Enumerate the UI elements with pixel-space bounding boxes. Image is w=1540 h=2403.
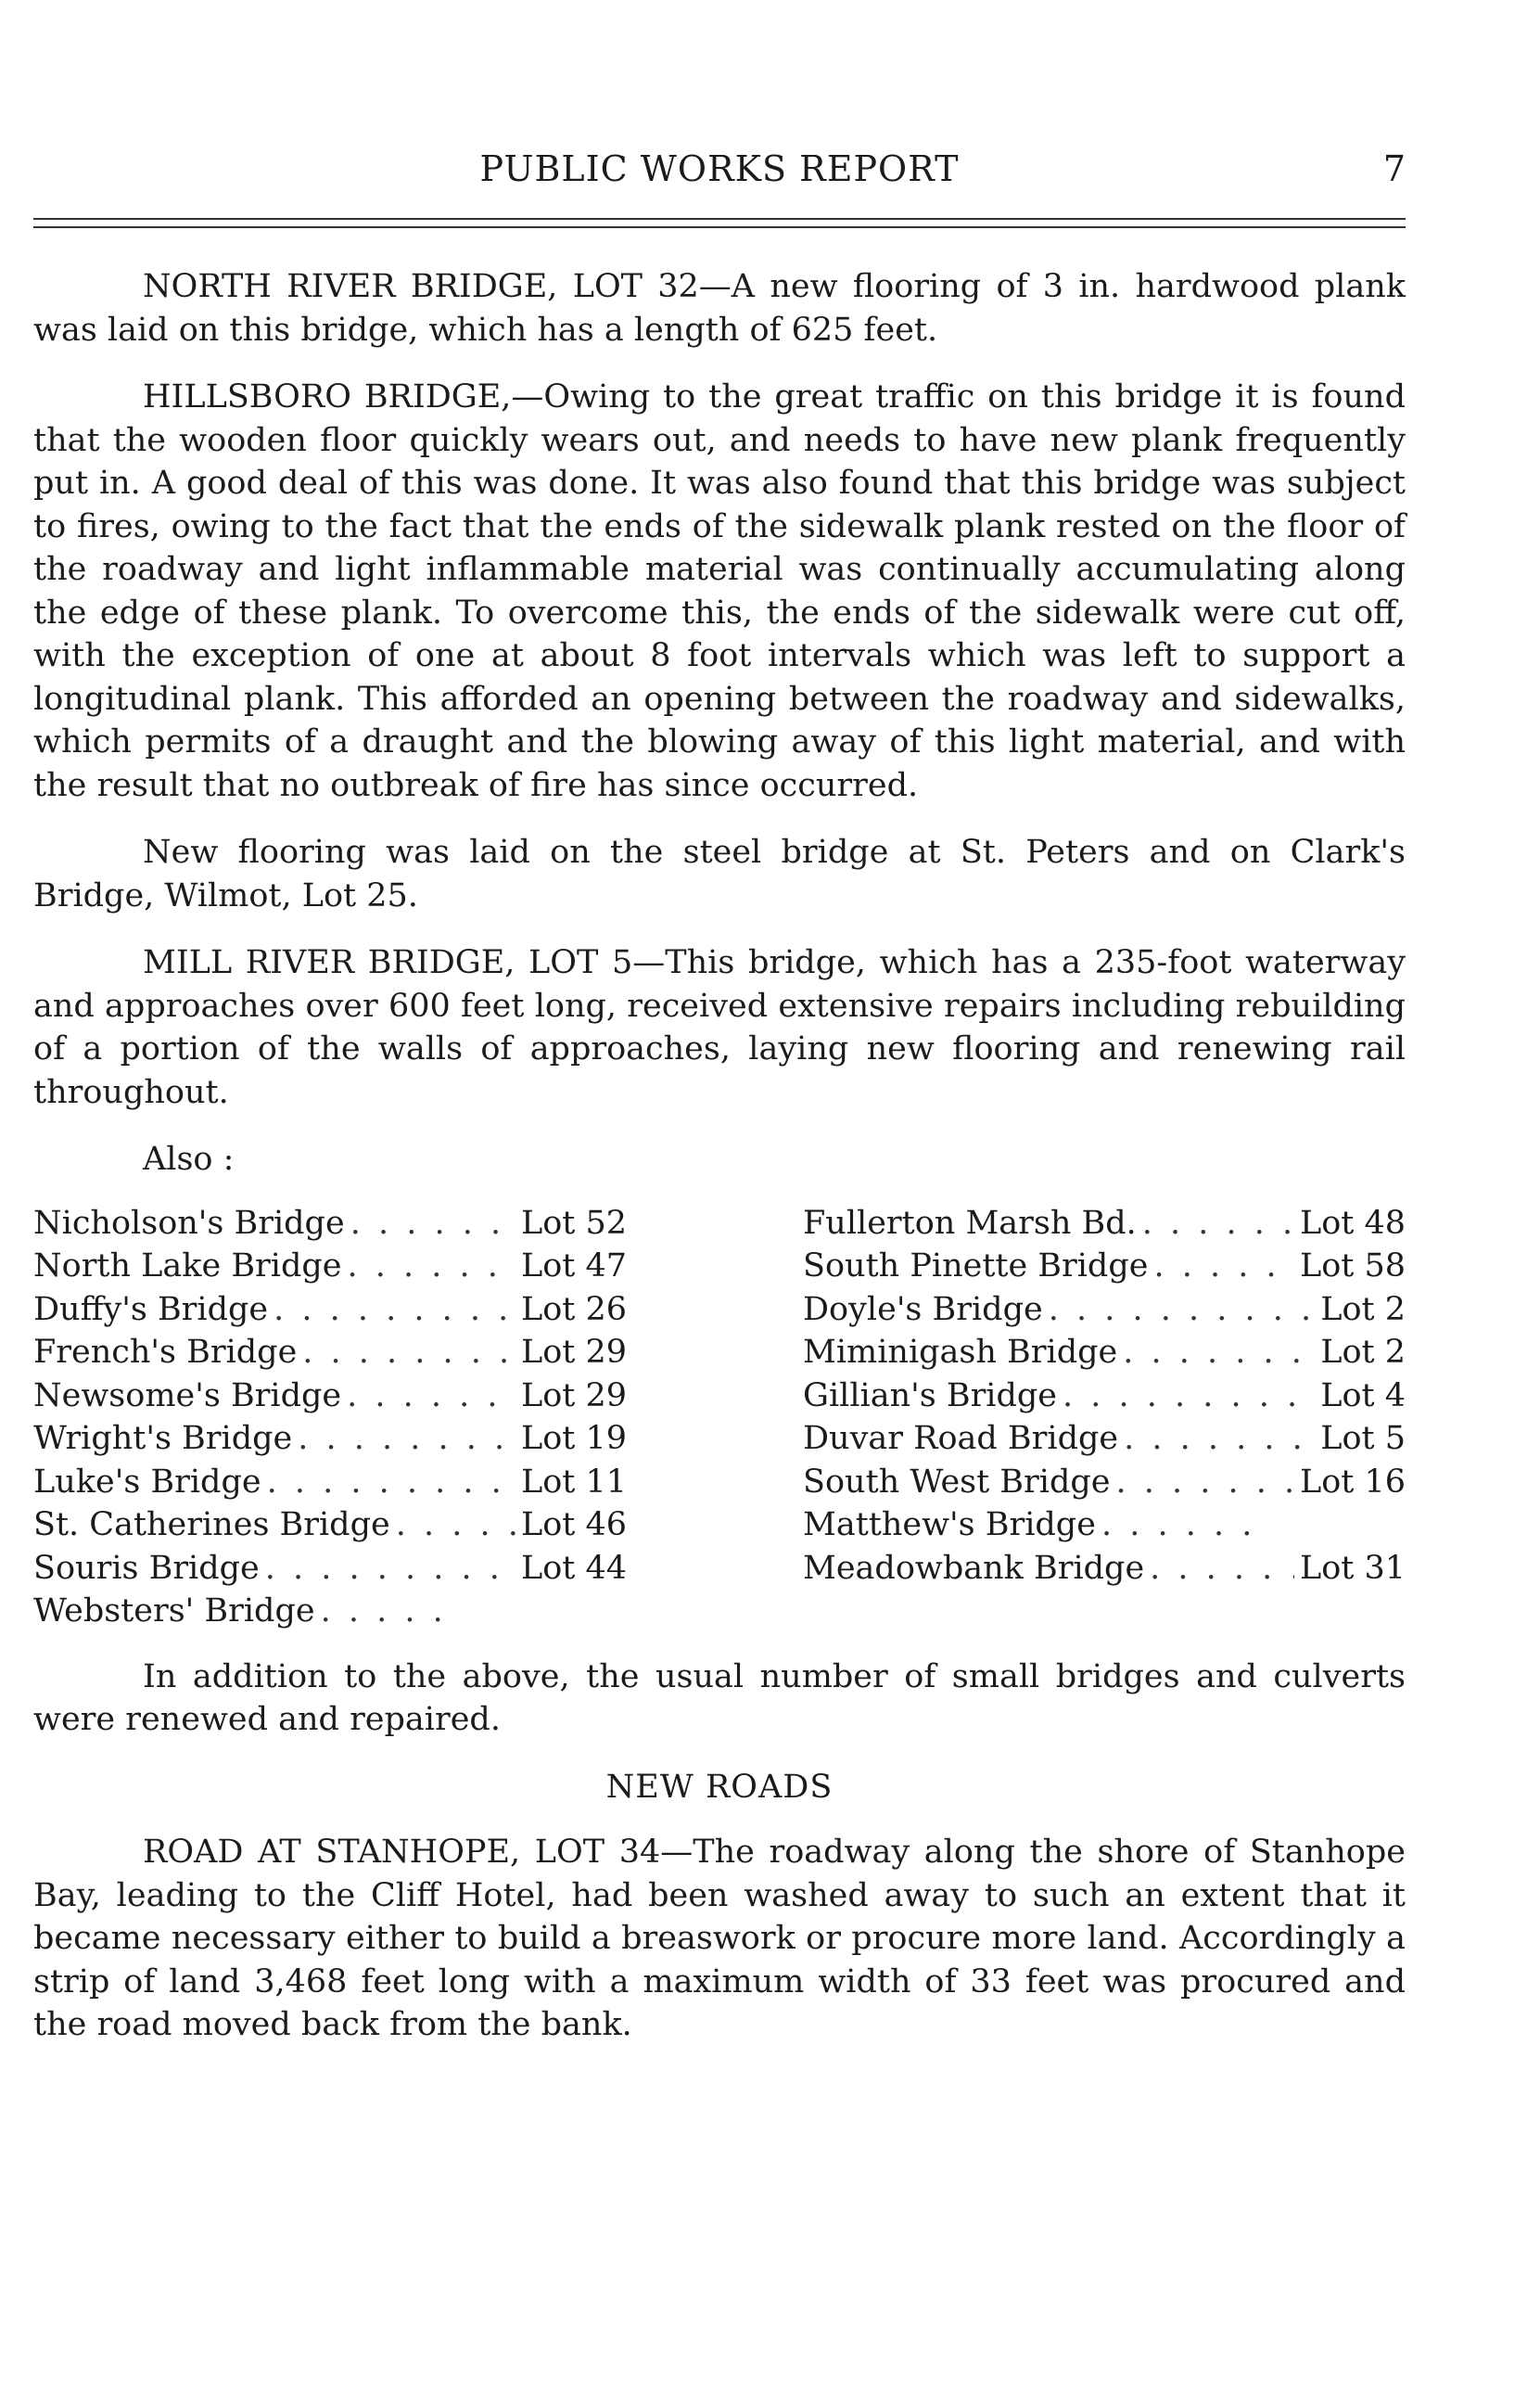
bridge-name: Miminigash Bridge <box>803 1334 1118 1371</box>
bridge-list-item <box>33 1202 627 1246</box>
bridge-list-item <box>803 1331 1406 1374</box>
bridge-list-item <box>33 1417 627 1461</box>
bridge-name: Duffy's Bridge <box>33 1290 269 1328</box>
also-label: Also : <box>143 1141 235 1178</box>
leader-dots <box>1142 1202 1294 1246</box>
bridge-lot: Lot 19 <box>520 1420 627 1457</box>
leader-dots <box>1101 1503 1261 1547</box>
bridge-name: South West Bridge <box>803 1463 1111 1501</box>
bridge-list-item <box>803 1503 1266 1547</box>
header-rule-top <box>33 218 1406 220</box>
leader-dots <box>1153 1245 1293 1288</box>
leader-dots <box>321 1590 464 1633</box>
bridge-list-item <box>33 1374 627 1418</box>
bridge-lot: Lot 11 <box>520 1463 627 1501</box>
bridge-name: French's Bridge <box>33 1334 298 1371</box>
bridge-lot: Lot 48 <box>1299 1204 1406 1242</box>
header-title: PUBLIC WORKS REPORT <box>479 148 960 189</box>
bridge-lot: Lot 4 <box>1320 1376 1406 1414</box>
bridge-name: Websters' Bridge <box>33 1592 315 1630</box>
leader-dots <box>347 1245 515 1288</box>
bridge-name: South Pinette Bridge <box>803 1247 1149 1285</box>
bridge-name: Luke's Bridge <box>33 1463 261 1501</box>
leader-dots <box>1124 1417 1315 1461</box>
bridge-lot: Lot 2 <box>1320 1290 1406 1328</box>
bridge-list-item <box>803 1547 1406 1591</box>
bridge-name: North Lake Bridge <box>33 1247 342 1285</box>
bridge-name: Duvar Road Bridge <box>803 1420 1119 1457</box>
bridge-lot: Lot 46 <box>520 1506 627 1543</box>
bridge-list-right-column <box>803 1202 1406 1633</box>
page-body <box>33 265 1406 2071</box>
page-header <box>33 148 1406 200</box>
bridge-name: Matthew's Bridge <box>803 1506 1096 1543</box>
bridge-list-item <box>803 1417 1406 1461</box>
bridge-lot: Lot 52 <box>520 1204 627 1242</box>
bridge-lot: Lot 29 <box>520 1334 627 1371</box>
bridge-lot: Lot 44 <box>520 1549 627 1587</box>
bridge-name: Gillian's Bridge <box>803 1376 1058 1414</box>
paragraph-hillsboro-bridge: HILLSBORO BRIDGE,—Owing to the great traffic on this bridge it is found that the wooden floor quickly wears out, and needs to have new plank frequently put in. A good deal of this was done. It was also found that this bridge was subject to fires, owing to the fact that the ends of the sidewalk plank rested on the floor of the roadway and light inflammable material was continually accumulating along the edge of these plank. To overcome this, the ends of the sidewalk were cut off, with the exception of one at about 8 foot intervals which was left to support a longitudinal plank. This afforded an opening between the roadway and sidewalks, which permits of a draught and the blowing away of this light material, and with the result that no outbreak of fire has since occurred. <box>33 378 1406 804</box>
bridge-lot: Lot 16 <box>1299 1463 1406 1501</box>
paragraph-road-at-stanhope: ROAD AT STANHOPE, LOT 34—The roadway along the shore of Stanhope Bay, leading to the Cliff Hotel, had been washed away to such an extent that it became necessary either to build a breaswork or procure more land. Accordingly a strip of land 3,468 feet long with a maximum width of 33 feet was procured and the road moved back from the bank. <box>33 1834 1406 2043</box>
leader-dots <box>347 1374 515 1418</box>
leader-dots <box>265 1547 515 1591</box>
page-number: 7 <box>1382 148 1406 189</box>
leader-dots <box>396 1503 515 1547</box>
bridge-lot: Lot 26 <box>520 1290 627 1328</box>
bridge-list-item <box>33 1590 469 1633</box>
bridge-list-item <box>803 1202 1406 1246</box>
bridge-list-item <box>803 1288 1406 1332</box>
bridge-list-item <box>33 1461 627 1504</box>
bridge-lot: Lot 31 <box>1299 1549 1406 1587</box>
paragraph-north-river-bridge: NORTH RIVER BRIDGE, LOT 32—A new flooring of 3 in. hardwood plank was laid on this bridge, which has a length of 625 feet. <box>33 268 1406 349</box>
bridge-lot: Lot 58 <box>1299 1247 1406 1285</box>
leader-dots <box>1150 1547 1294 1591</box>
bridge-list-left-column <box>33 1202 627 1633</box>
paragraph-mill-river-bridge: MILL RIVER BRIDGE, LOT 5—This bridge, which has a 235-foot waterway and approaches over 600 feet long, received extensive repairs including rebuilding of a portion of the walls of approaches, laying new flooring and renewing rail throughout. <box>33 944 1406 1111</box>
leader-dots <box>267 1461 515 1504</box>
bridge-list-item <box>33 1245 627 1288</box>
bridge-list-item <box>33 1503 627 1547</box>
bridge-list-item <box>803 1374 1406 1418</box>
bridge-list-item <box>33 1331 627 1374</box>
bridge-lot: Lot 2 <box>1320 1334 1406 1371</box>
bridge-list-item <box>803 1245 1406 1288</box>
bridge-name: Newsome's Bridge <box>33 1376 342 1414</box>
leader-dots <box>302 1331 515 1374</box>
paragraph-in-addition: In addition to the above, the usual number of small bridges and culverts were renewed and repaired. <box>33 1657 1406 1738</box>
bridge-name: Nicholson's Bridge <box>33 1204 345 1242</box>
leader-dots <box>350 1202 515 1246</box>
bridge-name: St. Catherines Bridge <box>33 1506 390 1543</box>
bridge-name: Meadowbank Bridge <box>803 1549 1145 1587</box>
section-heading-new-roads: NEW ROADS <box>605 1768 834 1806</box>
bridge-name: Fullerton Marsh Bd. <box>803 1204 1137 1242</box>
bridge-lot: Lot 47 <box>520 1247 627 1285</box>
bridge-name: Wright's Bridge <box>33 1420 293 1457</box>
header-rule-bottom <box>33 226 1406 228</box>
bridge-name: Souris Bridge <box>33 1549 260 1587</box>
leader-dots <box>274 1288 515 1332</box>
leader-dots <box>1123 1331 1315 1374</box>
leader-dots <box>1063 1374 1315 1418</box>
bridge-lot: Lot 29 <box>520 1376 627 1414</box>
bridge-list-item <box>33 1288 627 1332</box>
bridge-name: Doyle's Bridge <box>803 1290 1043 1328</box>
bridge-list-item <box>33 1547 627 1591</box>
paragraph-new-flooring: New flooring was laid on the steel bridge at St. Peters and on Clark's Bridge, Wilmot, Lot 25. <box>33 834 1406 914</box>
bridge-lot: Lot 5 <box>1320 1420 1406 1457</box>
bridge-list <box>33 1202 1406 1633</box>
leader-dots <box>1115 1461 1293 1504</box>
leader-dots <box>1049 1288 1316 1332</box>
bridge-list-item <box>803 1461 1406 1504</box>
leader-dots <box>298 1417 515 1461</box>
